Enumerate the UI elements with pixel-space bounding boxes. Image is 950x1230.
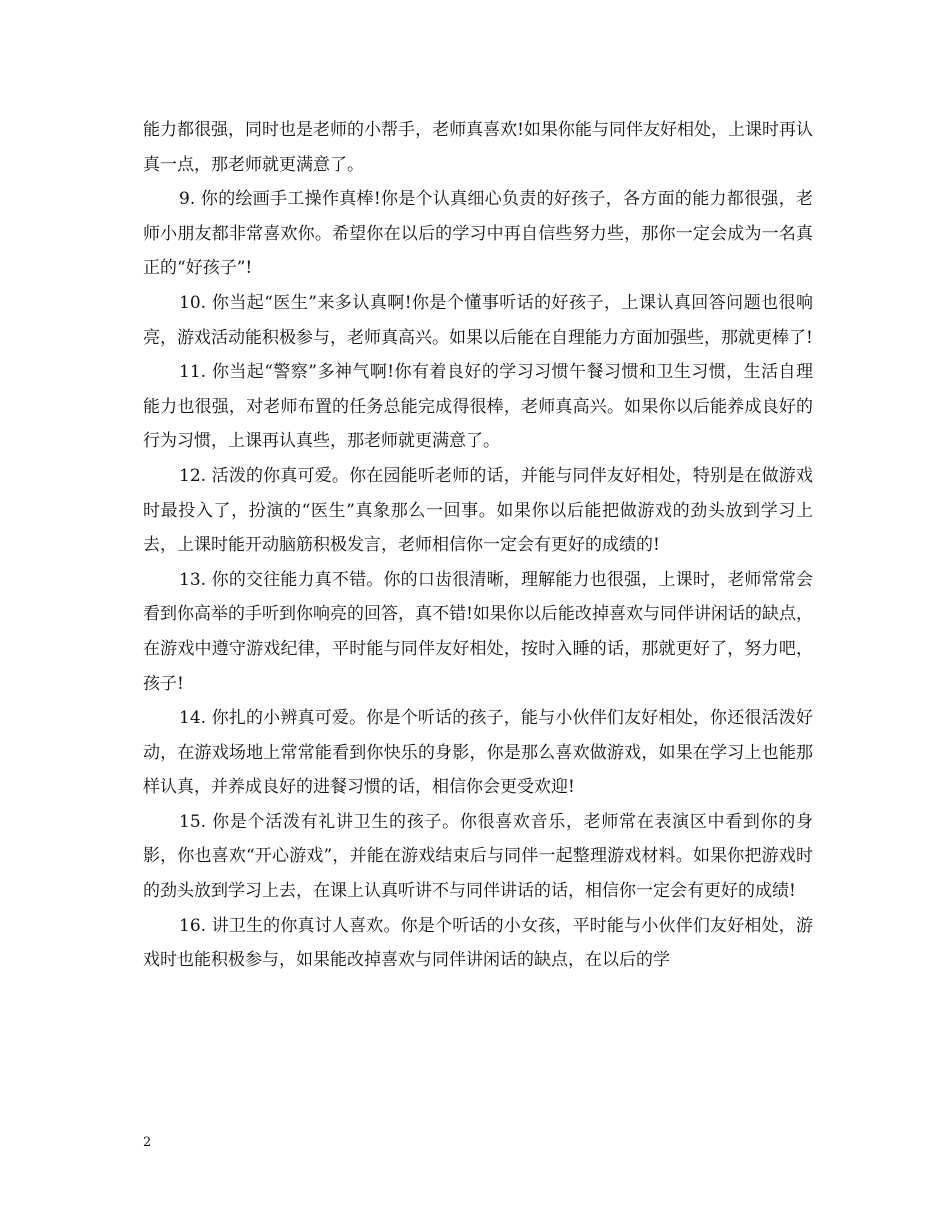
paragraph-item-11: 11. 你当起“警察”多神气啊!你有着良好的学习习惯午餐习惯和卫生习惯，生活自理能力也很强，对老师布置的任务总能完成得很棒，老师真高兴。如果你以后能养成良好的行为习惯，上课再认真些，那老师就更满意了。 (143, 362, 813, 452)
document-body (143, 113, 813, 978)
paragraph-item-16: 16. 讲卫生的你真讨人喜欢。你是个听话的小女孩，平时能与小伙伴们友好相处，游戏时也能积极参与，如果能改掉喜欢与同伴讲闲话的缺点，在以后的学 (143, 915, 813, 971)
paragraph-item-10: 10. 你当起“医生”来多认真啊!你是个懂事听话的好孩子，上课认真回答问题也很响亮，游戏活动能积极参与，老师真高兴。如果以后能在自理能力方面加强些，那就更棒了! (143, 292, 813, 348)
page-number: 2 (143, 1135, 152, 1150)
paragraph-item-15: 15. 你是个活泼有礼讲卫生的孩子。你很喜欢音乐，老师常在表演区中看到你的身影，你也喜欢“开心游戏”，并能在游戏结束后与同伴一起整理游戏材料。如果你把游戏时的劲头放到学习上去，在课上认真听讲不与同伴讲话的话，相信你一定会有更好的成绩! (143, 811, 813, 902)
paragraph-item-12: 12. 活泼的你真可爱。你在园能听老师的话，并能与同伴友好相处，特别是在做游戏时最投入了，扮演的“医生”真象那么一回事。如果你以后能把做游戏的劲头放到学习上去，上课时能开动脑筋积极发言，老师相信你一定会有更好的成绩的! (143, 465, 813, 556)
paragraph-item-14: 14. 你扎的小辨真可爱。你是个听话的孩子，能与小伙伴们友好相处，你还很活泼好动，在游戏场地上常常能看到你快乐的身影，你是那么喜欢做游戏，如果在学习上也能那样认真，并养成良好的进餐习惯的话，相信你会更受欢迎! (143, 708, 813, 798)
paragraph-item-13: 13. 你的交往能力真不错。你的口齿很清晰，理解能力也很强，上课时，老师常常会看到你高举的手听到你响亮的回答，真不错!如果你以后能改掉喜欢与同伴讲闲话的缺点，在游戏中遵守游戏纪律，平时能与同伴友好相处，按时入睡的话，那就更好了，努力吧，孩子! (143, 569, 813, 694)
paragraph-continuation: 能力都很强，同时也是老师的小帮手，老师真喜欢!如果你能与同伴友好相处，上课时再认真一点，那老师就更满意了。 (143, 120, 813, 175)
paragraph-item-9: 9. 你的绘画手工操作真棒!你是个认真细心负责的好孩子，各方面的能力都很强，老师小朋友都非常喜欢你。希望你在以后的学习中再自信些努力些，那你一定会成为一名真正的“好孩子”! (143, 189, 813, 279)
